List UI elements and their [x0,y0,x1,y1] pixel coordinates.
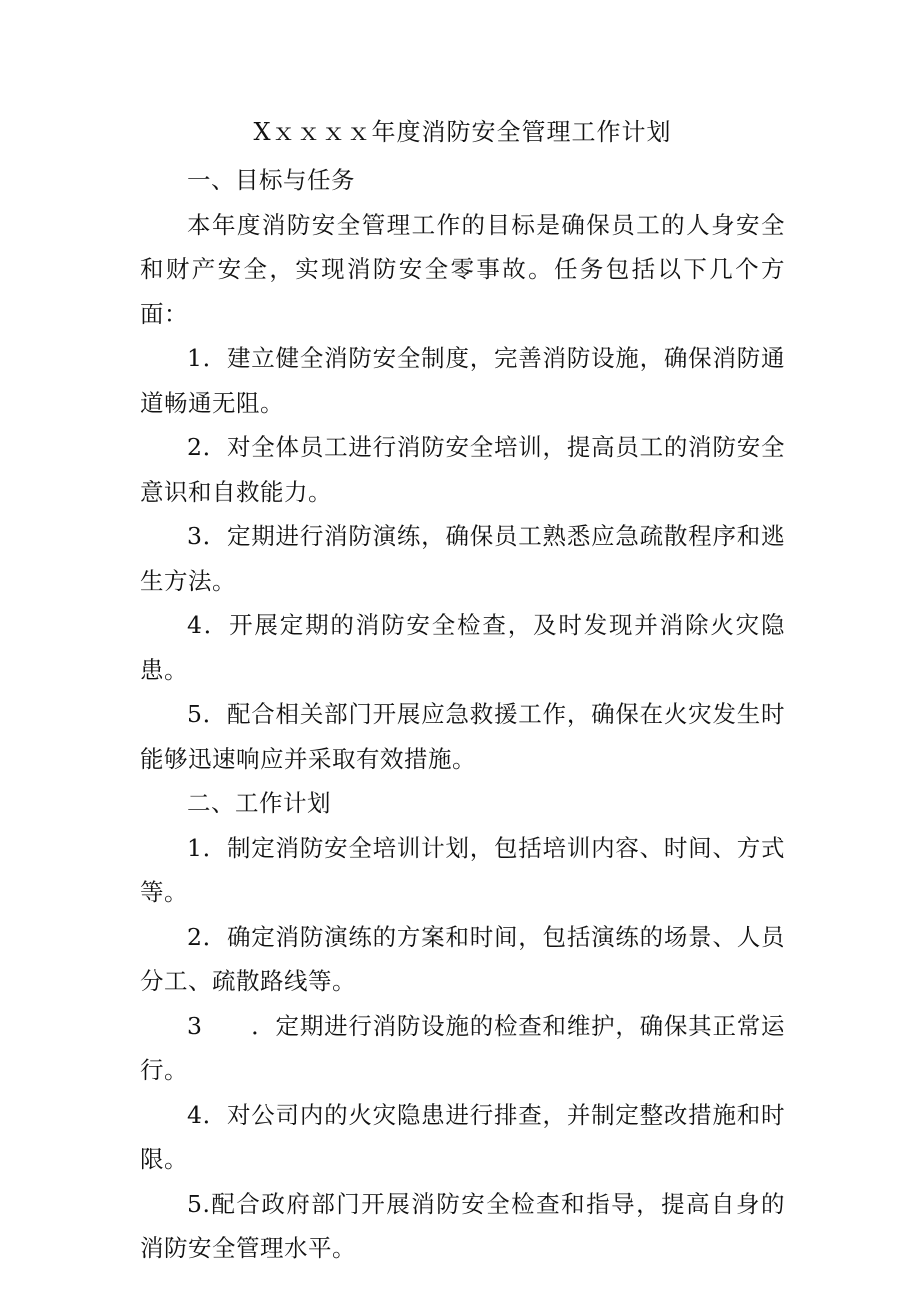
section-heading-goals: 一、目标与任务 [187,166,355,194]
list-item: 4．对公司内的火灾隐患进行排查，并制定整改措施和时限。 [140,1100,785,1173]
list-item: 4．开展定期的消防安全检查，及时发现并消除火灾隐患。 [140,611,785,684]
list-item: 1．建立健全消防安全制度，完善消防设施，确保消防通道畅通无阻。 [140,344,785,417]
document-title: Xｘｘｘｘ年度消防安全管理工作计划 [253,118,672,146]
list-item: 5．配合相关部门开展应急救援工作，确保在火灾发生时能够迅速响应并采取有效措施。 [140,700,785,773]
list-item: 3 ．定期进行消防设施的检查和维护，确保其正常运行。 [140,1011,785,1084]
document-page [140,112,785,1271]
list-item: 5.配合政府部门开展消防安全检查和指导，提高自身的消防安全管理水平。 [140,1189,785,1262]
list-item: 2．对全体员工进行消防安全培训，提高员工的消防安全意识和自救能力。 [140,433,785,506]
list-item: 3．定期进行消防演练，确保员工熟悉应急疏散程序和逃生方法。 [140,522,785,595]
list-item: 1．制定消防安全培训计划，包括培训内容、时间、方式等。 [140,833,785,906]
paragraph-intro: 本年度消防安全管理工作的目标是确保员工的人身安全和财产安全，实现消防安全零事故。任务包括以下几个方面： [140,210,785,328]
list-item: 2．确定消防演练的方案和时间，包括演练的场景、人员分工、疏散路线等。 [140,922,785,995]
section-heading-plan: 二、工作计划 [187,789,331,817]
